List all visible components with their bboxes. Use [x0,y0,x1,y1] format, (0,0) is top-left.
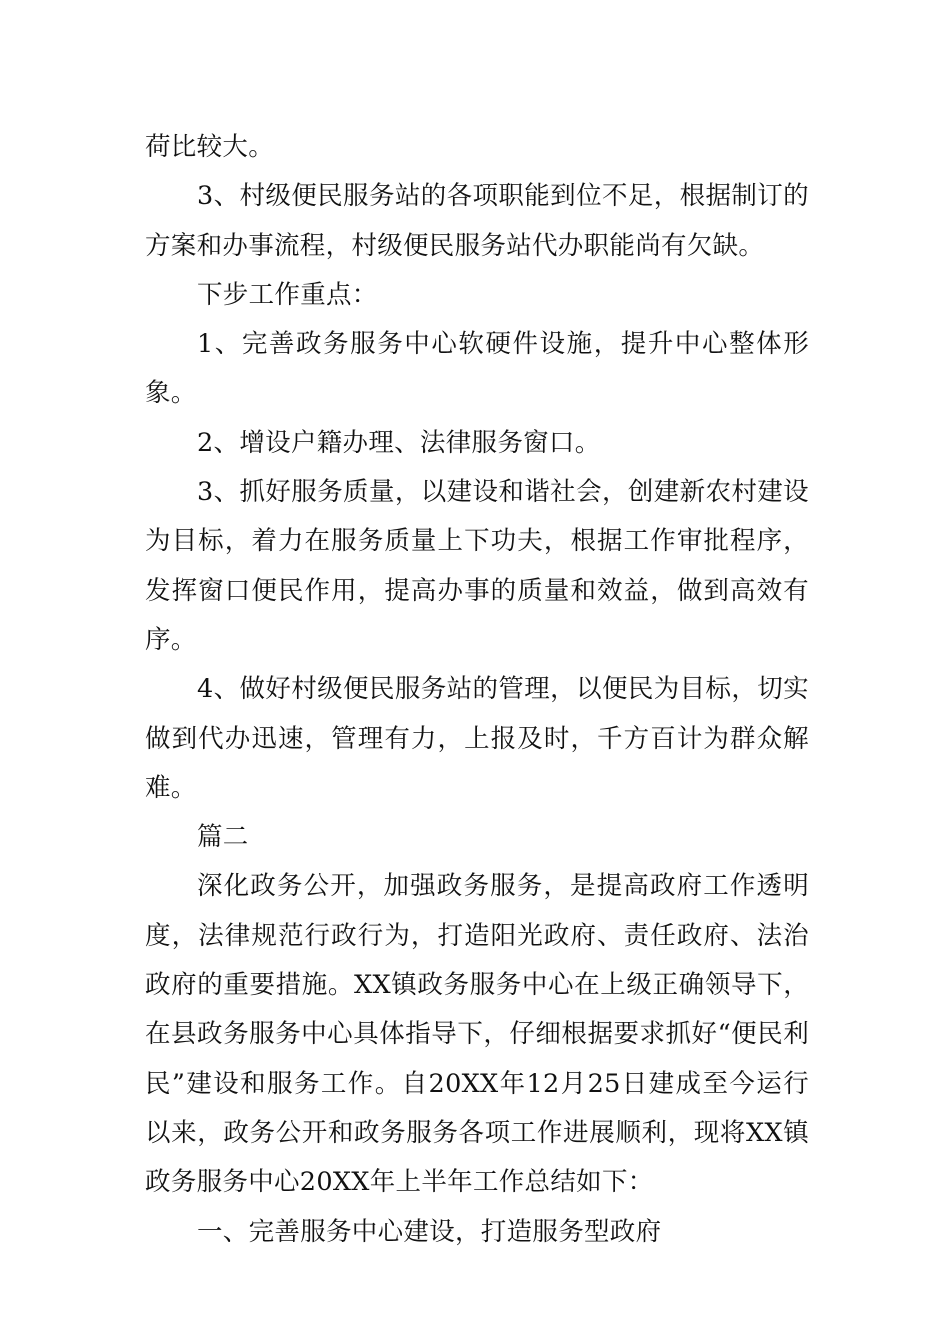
paragraph-continuation: 荷比较大。 [145,132,275,162]
paragraph-issue-3: 3、村级便民服务站的各项职能到位不足，根据制订的方案和办事流程，村级便民服务站代办职能尚有欠缺。 [145,181,809,261]
document-body [145,123,809,1257]
paragraph-step-1: 1、完善政务服务中心软硬件设施，提升中心整体形象。 [145,329,809,409]
paragraph-step-4: 4、做好村级便民服务站的管理，以便民为目标，切实做到代办迅速，管理有力，上报及时，千方百计为群众解难。 [145,674,809,803]
paragraph-step-3: 3、抓好服务质量，以建设和谐社会，创建新农村建设为目标，着力在服务质量上下功夫，根据工作审批程序，发挥窗口便民作用，提高办事的质量和效益，做到高效有序。 [145,477,809,655]
paragraph-section-1-heading: 一、完善服务中心建设，打造服务型政府 [197,1216,662,1247]
paragraph-next-steps-heading: 下步工作重点： [197,279,378,310]
paragraph-step-2: 2、增设户籍办理、法律服务窗口。 [197,427,601,458]
paragraph-intro-part-two: 深化政务公开，加强政务服务，是提高政府工作透明度，法律规范行政行为，打造阳光政府、责任政府、法治政府的重要措施。XX镇政务服务中心在上级正确领导下，在县政务服务中心具体指导下，仔细根据要求抓好“便民利民”建设和服务工作。自20XX年12月25日建成至今运行以来，政务公开和政务服务各项工作进展顺利，现将XX镇政务服务中心20XX年上半年工作总结如下： [145,871,809,1198]
section-heading-part-two: 篇二 [197,822,249,853]
